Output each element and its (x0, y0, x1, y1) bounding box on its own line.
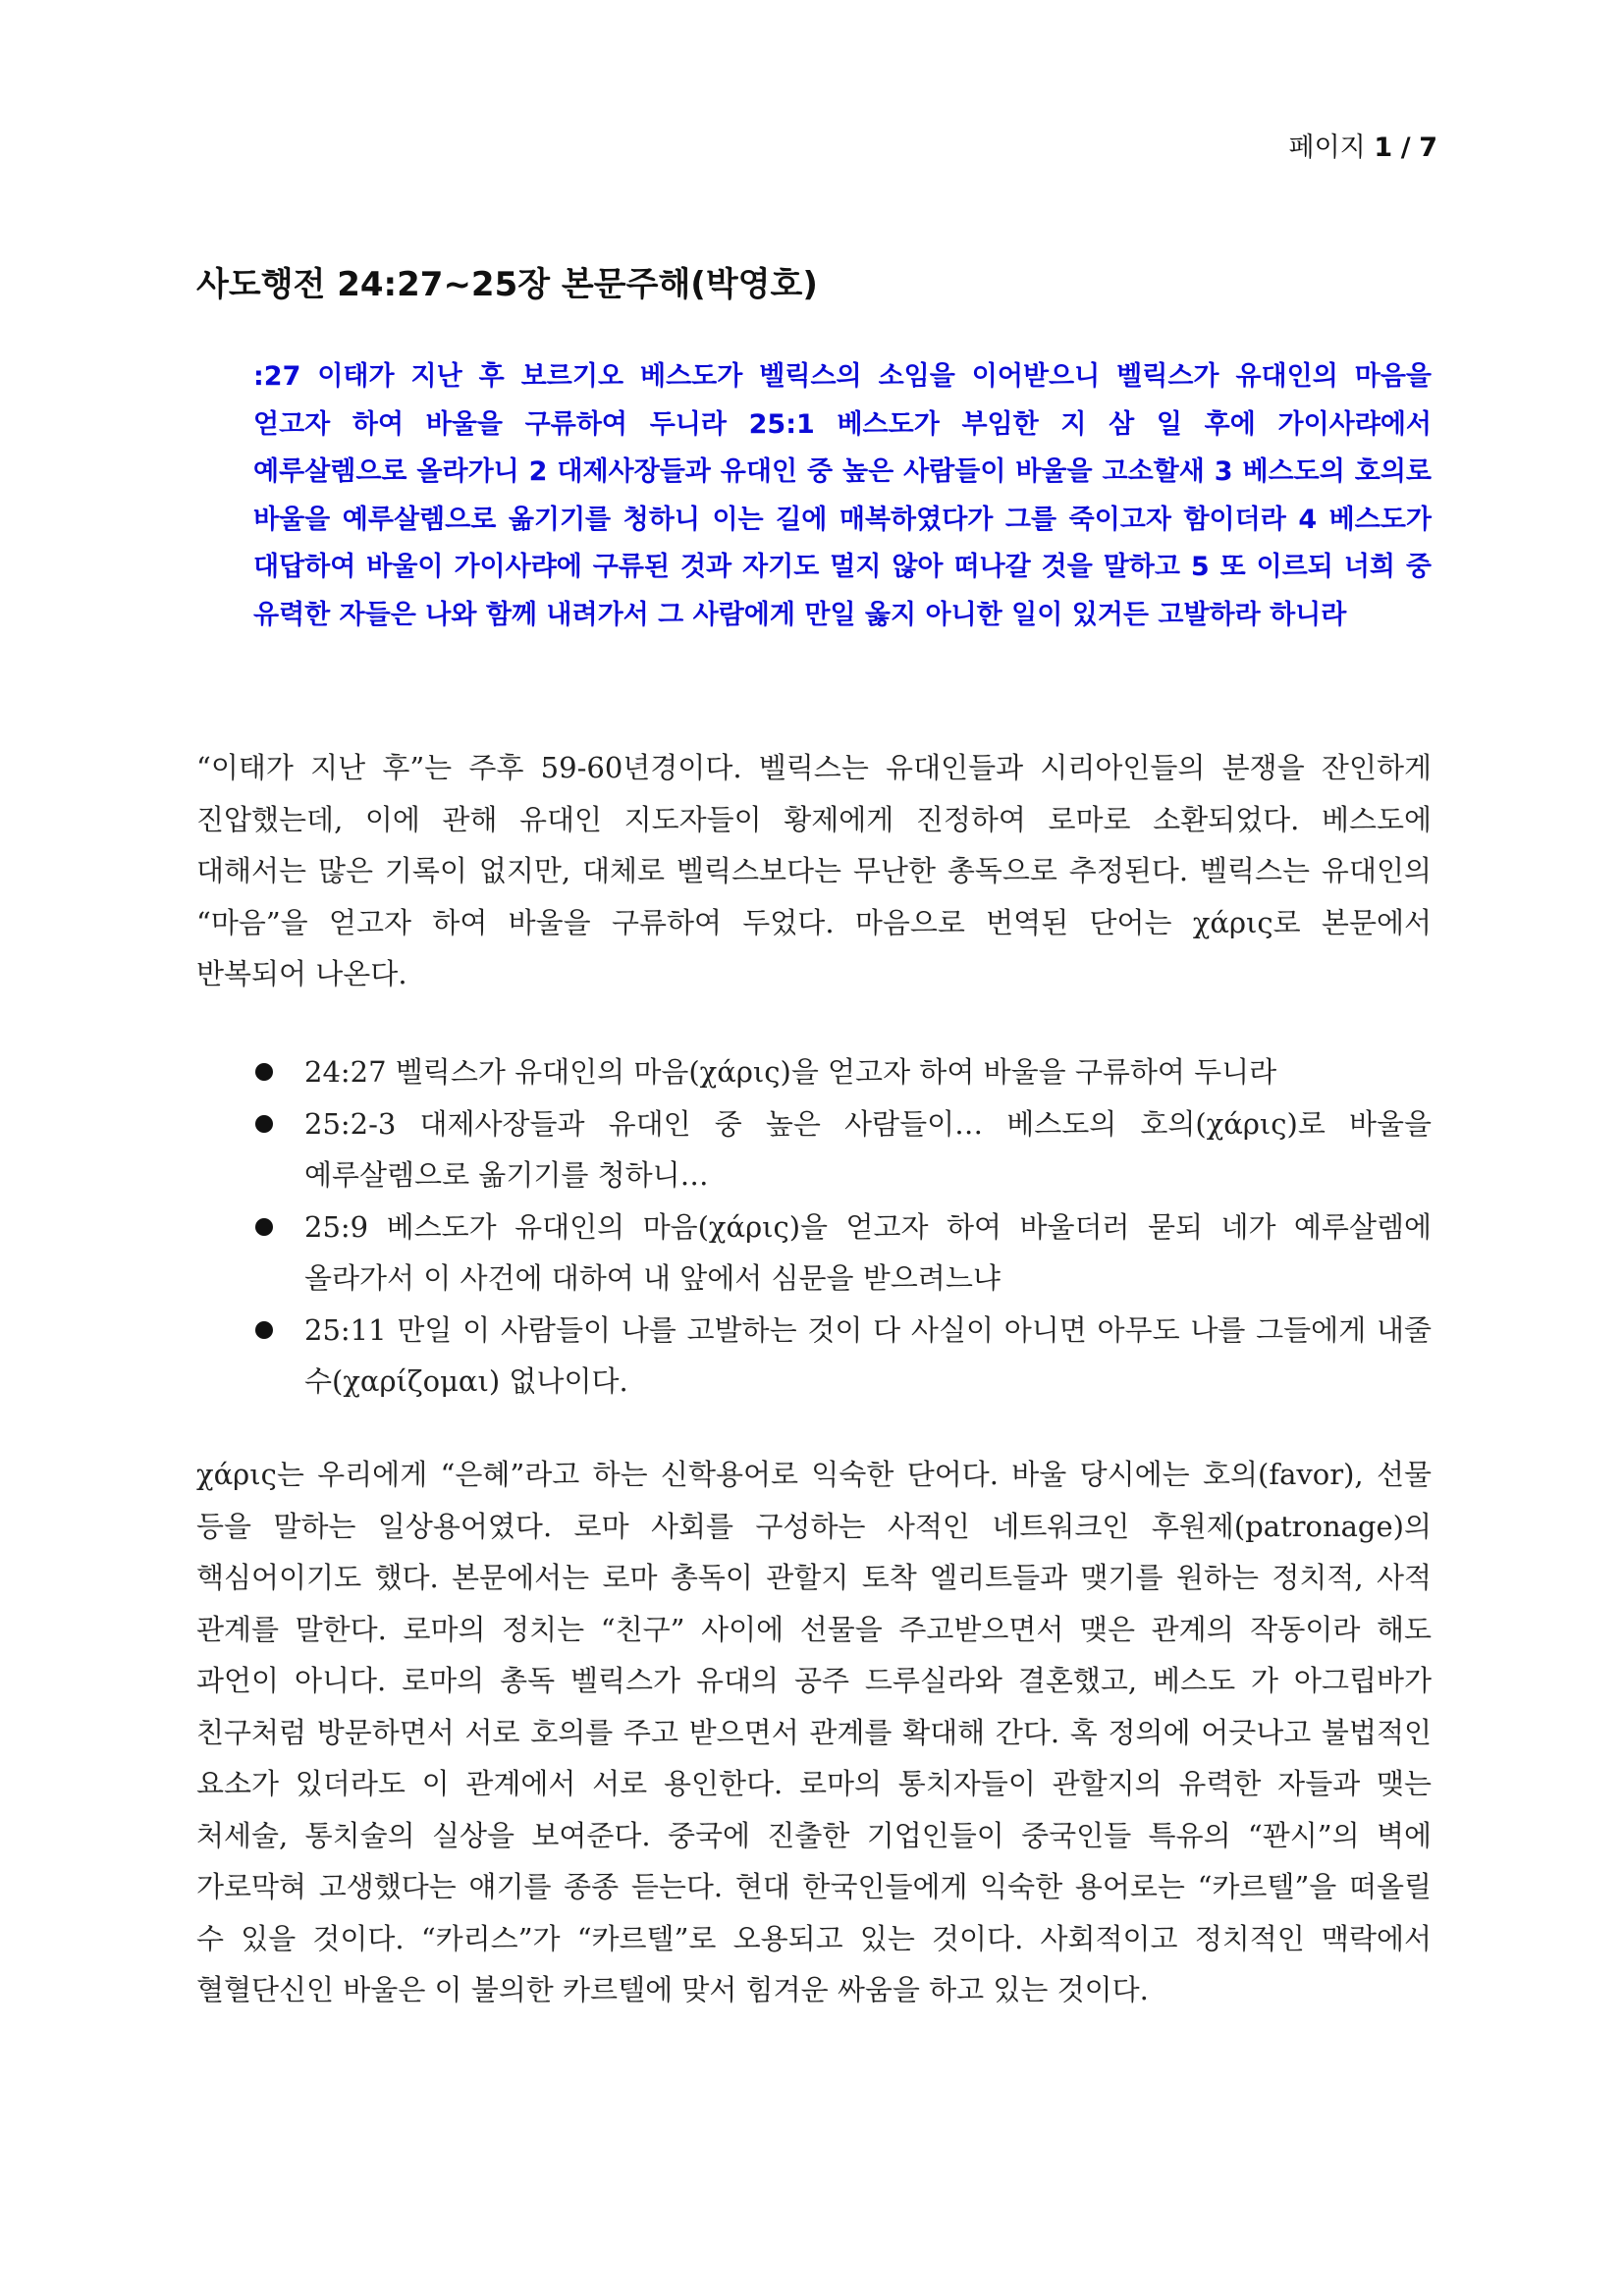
bullet-dot-icon (255, 1115, 273, 1133)
scripture-passage: :27 이태가 지난 후 보르기오 베스도가 벨릭스의 소임을 이어받으니 벨릭스가 유대인의 마음을 얻고자 하여 바울을 구류하여 두니라 25:1 베스도가 부임한 지 삼 일 후에 가이사랴에서 예루살렘으로 올라가니 2 대제사장들과 유대인 중 높은 사람들이 바울을 고소할새 3 베스도의 호의로 바울을 예루살렘으로 옮기기를 청하니 이는 길에 매복하였다가 그를 죽이고자 함이더라 4 베스도가 대답하여 바울이 가이사랴에 구류된 것과 자기도 멀지 않아 떠나갈 것을 말하고 5 또 이르되 너희 중 유력한 자들은 나와 함께 내려가서 그 사람에게 만일 옳지 아니한 일이 있거든 고발하라 하니라 (253, 361, 1432, 630)
page-total: 7 (1419, 133, 1437, 163)
document-title: 사도행전 24:27~25장 본문주해(박영호) (196, 265, 818, 304)
commentary-paragraph-1: “이태가 지난 후”는 주후 59-60년경이다. 벨릭스는 유대인들과 시리아인들의 분쟁을 잔인하게 진압했는데, 이에 관해 유대인 지도자들이 황제에게 진정하여 로마로 소환되었다. 베스도에 대해서는 많은 기록이 없지만, 대체로 벨릭스보다는 무난한 총독으로 추정된다. 벨릭스는 유대인의 “마음”을 얻고자 하여 바울을 구류하여 두었다. 마음으로 번역된 단어는 χάρις로 본문에서 반복되어 나온다. (196, 751, 1432, 990)
list-item-text: 25:11 만일 이 사람들이 나를 고발하는 것이 다 사실이 아니면 아무도 나를 그들에게 내줄 수(χαρίζομαι) 없나이다. (304, 1312, 1432, 1398)
list-item (247, 1305, 1432, 1408)
bullet-dot-icon (255, 1063, 273, 1081)
page-label: 페이지 (1288, 133, 1366, 163)
list-item-text: 24:27 벨릭스가 유대인의 마음(χάρις)을 얻고자 하여 바울을 구류하여 두니라 (304, 1055, 1277, 1089)
list-item (247, 1046, 1432, 1098)
commentary-paragraph-2: χάρις는 우리에게 “은혜”라고 하는 신학용어로 익숙한 단어다. 바울 당시에는 호의(favor), 선물 등을 말하는 일상용어였다. 로마 사회를 구성하는 사적인 네트워크인 후원제(patronage)의 핵심어이기도 했다. 본문에서는 로마 총독이 관할지 토착 엘리트들과 맺기를 원하는 정치적, 사적 관계를 말한다. 로마의 정치는 “친구” 사이에 선물을 주고받으면서 맺은 관계의 작동이라 해도 과언이 아니다. 로마의 총독 벨릭스가 유대의 공주 드루실라와 결혼했고, 베스도 가 아그립바가 친구처럼 방문하면서 서로 호의를 주고 받으면서 관계를 확대해 간다. 혹 정의에 어긋나고 불법적인 요소가 있더라도 이 관계에서 서로 용인한다. 로마의 통치자들이 관할지의 유력한 자들과 맺는 처세술, 통치술의 실상을 보여준다. 중국에 진출한 기업인들이 중국인들 특유의 “꽌시”의 벽에 가로막혀 고생했다는 얘기를 종종 듣는다. 현대 한국인들에게 익숙한 용어로는 “카르텔”을 떠올릴 수 있을 것이다. “카리스”가 “카르텔”로 오용되고 있는 것이다. 사회적이고 정치적인 맥락에서 혈혈단신인 바울은 이 불의한 카르텔에 맞서 힘겨운 싸움을 하고 있는 것이다. (196, 1458, 1432, 2006)
bullet-dot-icon (255, 1321, 273, 1339)
list-item-text: 25:9 베스도가 유대인의 마음(χάρις)을 얻고자 하여 바울더러 묻되 네가 예루살렘에 올라가서 이 사건에 대하여 내 앞에서 심문을 받으려느냐 (304, 1209, 1432, 1295)
verse-bullet-list (247, 1046, 1432, 1408)
page-separator: / (1400, 133, 1411, 163)
list-item-text: 25:2-3 대제사장들과 유대인 중 높은 사람들이… 베스도의 호의(χάρις)로 바울을 예루살렘으로 옮기기를 청하니… (304, 1106, 1432, 1192)
list-item (247, 1201, 1432, 1305)
page-number (1289, 126, 1438, 164)
bullet-dot-icon (255, 1218, 273, 1236)
page-current: 1 (1374, 133, 1393, 163)
list-item (247, 1098, 1432, 1201)
